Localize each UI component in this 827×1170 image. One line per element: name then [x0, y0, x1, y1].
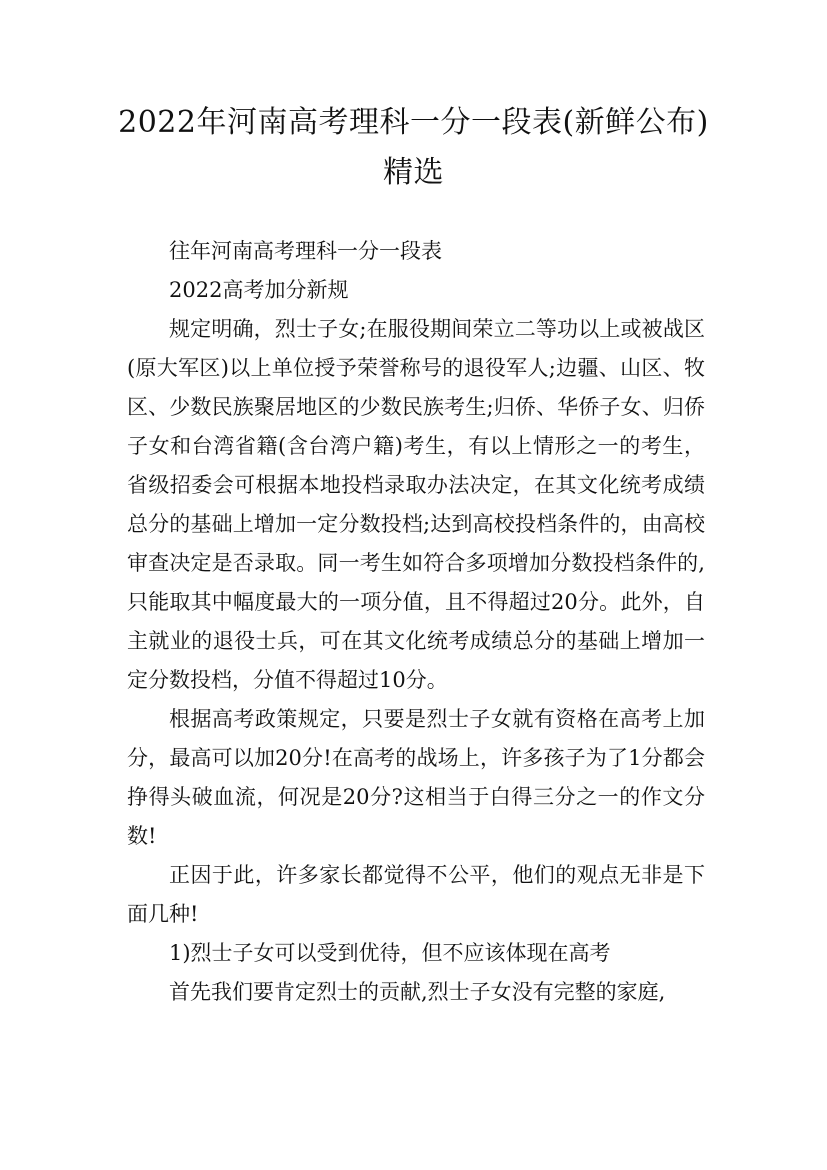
paragraph-policy: 规定明确，烈士子女;在服役期间荣立二等功以上或被战区(原大军区)以上单位授予荣誉称号的退役军人;边疆、山区、牧区、少数民族聚居地区的少数民族考生;归侨、华侨子女、归侨子女和台湾省籍(含台湾户籍)考生，有以上情形之一的考生，省级招委会可根据本地投档录取办法决定，在其文化统考成绩总分的基础上增加一定分数投档;达到高校投档条件的，由高校审查决定是否录取。同一考生如符合多项增加分数投档条件的,只能取其中幅度最大的一项分值，且不得超过20分。此外，自主就业的退役士兵，可在其文化统考成绩总分的基础上增加一定分数投档，分值不得超过10分。 [127, 317, 705, 692]
title-line-2: 精选 [383, 155, 444, 190]
paragraph-subheading-1: 往年河南高考理科一分一段表 [169, 239, 442, 263]
paragraph-martyr-contribution: 首先我们要肯定烈士的贡献,烈士子女没有完整的家庭, [169, 980, 666, 1004]
title-line-1: 2022年河南高考理科一分一段表(新鲜公布) [118, 105, 709, 140]
document-body [127, 232, 705, 1012]
paragraph-subheading-2: 2022高考加分新规 [169, 278, 349, 302]
document-title [100, 98, 727, 198]
paragraph-bonus-points: 根据高考政策规定，只要是烈士子女就有资格在高考上加分，最高可以加20分!在高考的战场上，许多孩子为了1分都会挣得头破血流，何况是20分?这相当于白得三分之一的作文分数! [127, 707, 705, 848]
paragraph-point-1: 1)烈士子女可以受到优待，但不应该体现在高考 [169, 941, 611, 965]
paragraph-parents-view: 正因于此，许多家长都觉得不公平，他们的观点无非是下面几种! [127, 863, 705, 926]
